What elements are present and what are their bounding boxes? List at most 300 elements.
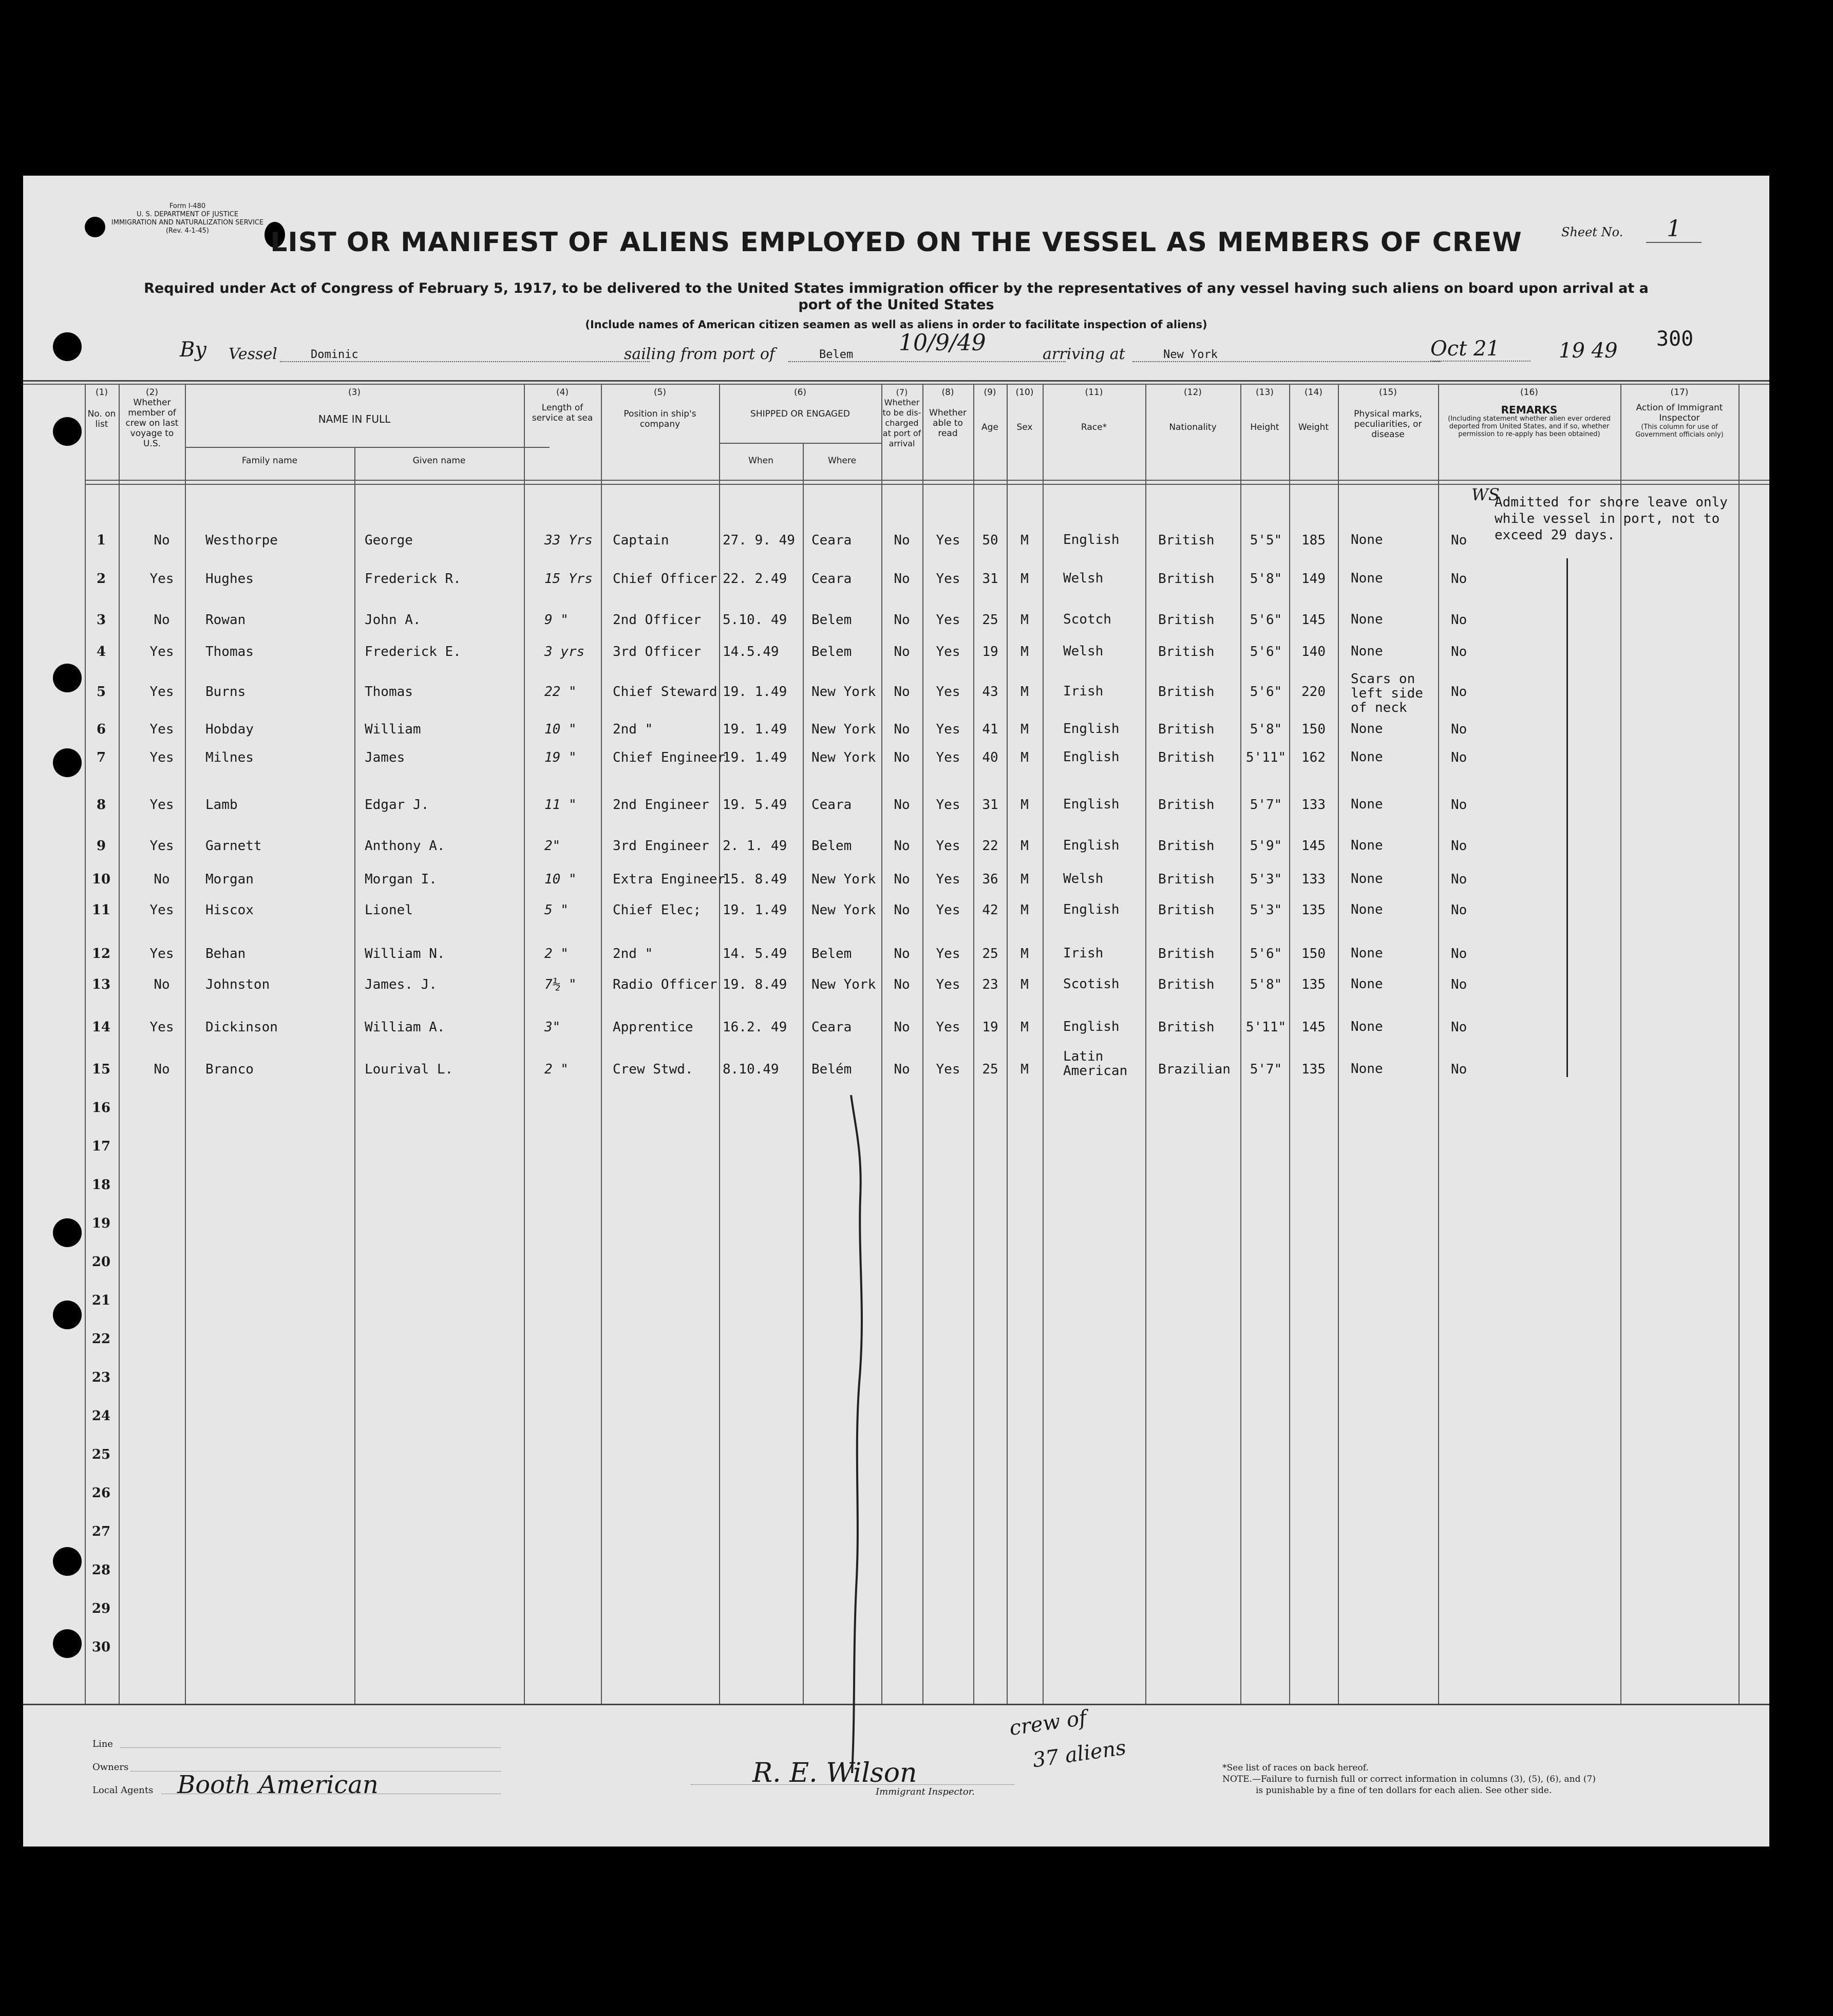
col-2-header: (2) Whether member of crew on last voyage to U.S. bbox=[125, 387, 179, 449]
cell-weight: 135 bbox=[1301, 977, 1326, 992]
row-number: 18 bbox=[91, 1177, 111, 1193]
cell-disch: No bbox=[894, 533, 910, 548]
cell-height: 5'9" bbox=[1250, 838, 1282, 854]
cell-weight: 135 bbox=[1301, 1062, 1326, 1077]
cell-where: Belem bbox=[811, 838, 852, 854]
col-12-header: (12) Nationality bbox=[1169, 387, 1217, 432]
col-13-header: (13) Height bbox=[1250, 387, 1279, 432]
cell-nat: British bbox=[1158, 684, 1215, 700]
row-number: 28 bbox=[91, 1562, 111, 1578]
line-label: Line bbox=[92, 1739, 113, 1749]
races-note: *See list of races on back hereof. bbox=[1222, 1763, 1369, 1773]
cell-remarks: No bbox=[1451, 684, 1467, 700]
cell-height: 5'6" bbox=[1250, 644, 1282, 660]
cell-sex: M bbox=[1021, 838, 1029, 854]
cell-nat: British bbox=[1158, 902, 1215, 918]
cell-age: 25 bbox=[982, 1062, 998, 1077]
col-7-header: (7) Whether to be dis- charged at port of arrival bbox=[882, 387, 921, 448]
inspector-signature: R. E. Wilson bbox=[752, 1758, 917, 1788]
cell-nat: British bbox=[1158, 977, 1215, 992]
cell-given: William N. bbox=[365, 946, 445, 962]
cell-service: 5 " bbox=[544, 902, 569, 918]
cell-service: 11 " bbox=[544, 797, 577, 813]
cell-disch: No bbox=[894, 977, 910, 992]
cell-given: Morgan I. bbox=[365, 872, 437, 887]
row-number: 12 bbox=[91, 946, 111, 962]
cell-disch: No bbox=[894, 684, 910, 700]
cell-height: 5'7" bbox=[1250, 797, 1282, 813]
cell-marks: None bbox=[1351, 902, 1383, 917]
cell-family: Milnes bbox=[205, 750, 254, 765]
subtitle: port of the United States bbox=[798, 297, 994, 313]
cell-service: 10 " bbox=[544, 872, 577, 887]
cell-read: Yes bbox=[936, 902, 960, 918]
cell-age: 25 bbox=[982, 946, 998, 962]
cell-race: English bbox=[1063, 838, 1120, 853]
cell-where: Belem bbox=[811, 644, 852, 660]
cell-given: William A. bbox=[365, 1020, 445, 1035]
cell-height: 5'8" bbox=[1250, 977, 1282, 992]
sheet-number: Sheet No. 1 bbox=[1561, 216, 1731, 242]
cell-last: Yes bbox=[149, 684, 174, 700]
cell-marks: None bbox=[1351, 838, 1383, 853]
cell-where: Ceara bbox=[811, 571, 852, 587]
cell-weight: 140 bbox=[1301, 644, 1326, 660]
cell-nat: British bbox=[1158, 946, 1215, 962]
cell-read: Yes bbox=[936, 797, 960, 813]
cell-position: 3rd Officer bbox=[613, 644, 702, 660]
row-number: 26 bbox=[91, 1485, 111, 1501]
row-number: 13 bbox=[91, 977, 111, 992]
cell-where: Belem bbox=[811, 612, 852, 628]
row-number: 27 bbox=[91, 1524, 111, 1539]
voyage-line: By Vessel Dominic sailing from port of Belem 10/9/49 arriving at New York Oct 21 19 49 bbox=[180, 330, 1618, 363]
cell-marks: None bbox=[1351, 946, 1383, 961]
cell-sex: M bbox=[1021, 533, 1029, 548]
row-number: 1 bbox=[96, 533, 106, 548]
cell-weight: 145 bbox=[1301, 612, 1326, 628]
cell-sex: M bbox=[1021, 750, 1029, 765]
cell-race: English bbox=[1063, 1019, 1120, 1034]
row-number: 6 bbox=[96, 722, 106, 737]
cell-read: Yes bbox=[936, 533, 960, 548]
cell-service: 9 " bbox=[544, 612, 569, 628]
cell-position: 2nd Engineer bbox=[613, 797, 709, 813]
cell-read: Yes bbox=[936, 977, 960, 992]
row-number: 4 bbox=[96, 644, 106, 660]
cell-position: 2nd " bbox=[613, 722, 653, 737]
cell-marks: None bbox=[1351, 976, 1383, 992]
cell-service: 33 Yrs bbox=[544, 533, 593, 548]
cell-last: No bbox=[154, 612, 170, 628]
cell-given: Frederick R. bbox=[365, 571, 461, 587]
cell-height: 5'7" bbox=[1250, 1062, 1282, 1077]
cell-last: Yes bbox=[149, 902, 174, 918]
cell-when: 15. 8.49 bbox=[723, 872, 787, 887]
row-number: 16 bbox=[91, 1100, 111, 1116]
cell-family: Burns bbox=[205, 684, 246, 700]
remarks-stamp: Admitted for shore leave only while vessel in port, not to exceed 29 days. bbox=[1495, 495, 1728, 543]
subtitle: Required under Act of Congress of February 5, 1917, to be delivered to the United States immigration officer by the representatives of any vessel having such aliens on board upon arrival at a bbox=[144, 280, 1649, 296]
cell-race: English bbox=[1063, 532, 1120, 548]
cell-weight: 185 bbox=[1301, 533, 1326, 548]
cell-remarks: No bbox=[1451, 872, 1467, 887]
col-10-header: (10) Sex bbox=[1015, 387, 1034, 432]
cell-family: Rowan bbox=[205, 612, 246, 628]
cell-marks: None bbox=[1351, 612, 1383, 627]
cell-service: 15 Yrs bbox=[544, 571, 593, 587]
binder-hole bbox=[53, 664, 82, 692]
cell-where: Ceara bbox=[811, 533, 852, 548]
cell-race: Welsh bbox=[1063, 644, 1104, 659]
cell-sex: M bbox=[1021, 612, 1029, 628]
cell-disch: No bbox=[894, 644, 910, 660]
cell-age: 31 bbox=[982, 797, 998, 813]
cell-race: English bbox=[1063, 902, 1120, 917]
cell-sex: M bbox=[1021, 1020, 1029, 1035]
cell-nat: British bbox=[1158, 533, 1215, 548]
cell-height: 5'11" bbox=[1245, 1020, 1287, 1035]
cell-position: Chief Officer bbox=[613, 571, 717, 587]
cell-given: Anthony A. bbox=[365, 838, 445, 854]
cell-last: Yes bbox=[149, 1020, 174, 1035]
col-3a-header: Family name bbox=[241, 456, 298, 466]
cell-last: No bbox=[154, 977, 170, 992]
cell-age: 19 bbox=[982, 644, 998, 660]
inspector-label: Immigrant Inspector. bbox=[876, 1786, 975, 1797]
cell-read: Yes bbox=[936, 644, 960, 660]
cell-last: No bbox=[154, 1062, 170, 1077]
cell-marks: None bbox=[1351, 532, 1383, 548]
cell-height: 5'11" bbox=[1245, 750, 1287, 765]
cell-nat: British bbox=[1158, 797, 1215, 813]
cell-when: 27. 9. 49 bbox=[723, 533, 795, 548]
cell-disch: No bbox=[894, 838, 910, 854]
cell-remarks: No bbox=[1451, 946, 1467, 962]
cell-where: Belém bbox=[811, 1062, 852, 1077]
cell-race: Latin American bbox=[1063, 1049, 1128, 1079]
cell-disch: No bbox=[894, 902, 910, 918]
cell-where: Ceara bbox=[811, 1020, 852, 1035]
cell-where: New York bbox=[811, 684, 876, 700]
col-8-header: (8) Whether able to read bbox=[929, 387, 967, 439]
cell-disch: No bbox=[894, 1020, 910, 1035]
row-number: 24 bbox=[91, 1408, 111, 1424]
cell-given: James bbox=[365, 750, 405, 765]
cell-where: New York bbox=[811, 872, 876, 887]
row-number: 11 bbox=[91, 902, 111, 918]
cell-position: Chief Engineer bbox=[613, 750, 726, 765]
cell-height: 5'3" bbox=[1250, 872, 1282, 887]
cell-weight: 149 bbox=[1301, 571, 1326, 587]
cell-remarks: No bbox=[1451, 644, 1467, 660]
cell-when: 16.2. 49 bbox=[723, 1020, 787, 1035]
cell-sex: M bbox=[1021, 722, 1029, 737]
cell-service: 10 " bbox=[544, 722, 577, 737]
cell-disch: No bbox=[894, 797, 910, 813]
cell-race: Irish bbox=[1063, 946, 1104, 961]
cell-remarks: No bbox=[1451, 1020, 1467, 1035]
cell-race: Scotish bbox=[1063, 976, 1120, 992]
cell-sex: M bbox=[1021, 797, 1029, 813]
col-14-header: (14) Weight bbox=[1298, 387, 1329, 432]
cell-read: Yes bbox=[936, 838, 960, 854]
cell-disch: No bbox=[894, 612, 910, 628]
row-number: 23 bbox=[91, 1370, 111, 1385]
cell-age: 40 bbox=[982, 750, 998, 765]
cell-last: Yes bbox=[149, 946, 174, 962]
cell-race: English bbox=[1063, 721, 1120, 737]
cell-marks: None bbox=[1351, 797, 1383, 812]
cell-age: 31 bbox=[982, 571, 998, 587]
cell-position: Radio Officer bbox=[613, 977, 717, 992]
cell-service: 3 yrs bbox=[544, 644, 585, 660]
row-number: 14 bbox=[91, 1020, 111, 1035]
cell-age: 36 bbox=[982, 872, 998, 887]
col-16-header: (16) REMARKS (Including statement whether alien ever ordered deported from United States, and if so, whether permission to re-apply has been obtained) bbox=[1448, 387, 1611, 438]
cell-last: Yes bbox=[149, 797, 174, 813]
cell-remarks: No bbox=[1451, 750, 1467, 765]
cell-given: Thomas bbox=[365, 684, 413, 700]
cell-marks: None bbox=[1351, 1019, 1383, 1034]
row-number: 19 bbox=[91, 1216, 111, 1231]
cell-disch: No bbox=[894, 750, 910, 765]
binder-hole bbox=[53, 332, 82, 361]
cell-when: 19. 1.49 bbox=[723, 684, 787, 700]
cell-service: 7½ " bbox=[544, 977, 577, 992]
cell-disch: No bbox=[894, 1062, 910, 1077]
cell-where: New York bbox=[811, 977, 876, 992]
col-17-header: (17) Action of Immigrant Inspector (This column for use of Government officials only) bbox=[1635, 387, 1724, 439]
cell-race: English bbox=[1063, 797, 1120, 812]
cell-read: Yes bbox=[936, 872, 960, 887]
cell-position: Extra Engineer bbox=[613, 872, 726, 887]
cell-where: New York bbox=[811, 750, 876, 765]
cell-service: 2 " bbox=[544, 1062, 569, 1077]
cell-nat: Brazilian bbox=[1158, 1062, 1231, 1077]
cell-weight: 135 bbox=[1301, 902, 1326, 918]
cell-marks: Scars on left side of neck bbox=[1351, 671, 1423, 715]
cell-remarks: No bbox=[1451, 797, 1467, 813]
cell-sex: M bbox=[1021, 902, 1029, 918]
crew-note: crew of bbox=[1008, 1706, 1088, 1741]
cell-race: Welsh bbox=[1063, 571, 1104, 586]
cell-last: No bbox=[154, 872, 170, 887]
cell-age: 25 bbox=[982, 612, 998, 628]
cell-family: Thomas bbox=[205, 644, 254, 660]
row-number: 9 bbox=[96, 838, 106, 854]
agents-label: Local Agents bbox=[92, 1785, 154, 1796]
cell-when: 22. 2.49 bbox=[723, 571, 787, 587]
cell-remarks: No bbox=[1451, 571, 1467, 587]
cell-weight: 145 bbox=[1301, 838, 1326, 854]
cell-marks: None bbox=[1351, 571, 1383, 586]
cell-sex: M bbox=[1021, 1062, 1029, 1077]
cell-height: 5'8" bbox=[1250, 571, 1282, 587]
cell-remarks: No bbox=[1451, 722, 1467, 737]
cell-position: Apprentice bbox=[613, 1020, 693, 1035]
cell-last: Yes bbox=[149, 722, 174, 737]
cell-family: Behan bbox=[205, 946, 246, 962]
cell-sex: M bbox=[1021, 571, 1029, 587]
cell-last: Yes bbox=[149, 644, 174, 660]
cell-sex: M bbox=[1021, 946, 1029, 962]
row-number: 10 bbox=[91, 872, 111, 887]
cell-remarks: No bbox=[1451, 1062, 1467, 1077]
cell-age: 41 bbox=[982, 722, 998, 737]
col-9-header: (9) Age bbox=[981, 387, 998, 432]
cell-family: Hughes bbox=[205, 571, 254, 587]
cell-last: Yes bbox=[149, 571, 174, 587]
row-number: 5 bbox=[96, 684, 106, 700]
binder-hole bbox=[53, 1218, 82, 1247]
row-number: 29 bbox=[91, 1601, 111, 1616]
cell-disch: No bbox=[894, 571, 910, 587]
row-number: 3 bbox=[96, 612, 106, 628]
cell-height: 5'8" bbox=[1250, 722, 1282, 737]
cell-where: Belem bbox=[811, 946, 852, 962]
cell-given: George bbox=[365, 533, 413, 548]
cell-position: 3rd Engineer bbox=[613, 838, 709, 854]
col-3b-header: Given name bbox=[412, 456, 466, 466]
col-6-header: (6) SHIPPED OR ENGAGED bbox=[750, 387, 850, 419]
penalty-note: NOTE.—Failure to furnish full or correct information in columns (3), (5), (6), and (7) bbox=[1222, 1774, 1596, 1784]
cell-read: Yes bbox=[936, 750, 960, 765]
cell-remarks: No bbox=[1451, 533, 1467, 548]
cell-read: Yes bbox=[936, 571, 960, 587]
page-stamp: 300 bbox=[1656, 327, 1694, 351]
cell-weight: 145 bbox=[1301, 1020, 1326, 1035]
row-number: 20 bbox=[91, 1254, 111, 1270]
cell-marks: None bbox=[1351, 749, 1383, 765]
cell-read: Yes bbox=[936, 684, 960, 700]
cell-read: Yes bbox=[936, 722, 960, 737]
cell-age: 19 bbox=[982, 1020, 998, 1035]
cell-nat: British bbox=[1158, 571, 1215, 587]
col-6b-header: Where bbox=[827, 456, 857, 466]
col-4-header: (4) Length of service at sea bbox=[532, 387, 593, 423]
owners-label: Owners bbox=[92, 1762, 129, 1773]
cell-when: 5.10. 49 bbox=[723, 612, 787, 628]
form-id: Form I-480 U. S. DEPARTMENT OF JUSTICE IMMIGRATION AND NATURALIZATION SERVICE (Rev. 4-1-45) bbox=[111, 202, 264, 235]
cell-where: Ceara bbox=[811, 797, 852, 813]
cell-nat: British bbox=[1158, 750, 1215, 765]
cell-nat: British bbox=[1158, 838, 1215, 854]
cell-age: 50 bbox=[982, 533, 998, 548]
row-number: 17 bbox=[91, 1139, 111, 1154]
cell-age: 22 bbox=[982, 838, 998, 854]
col-15-header: (15) Physical marks, peculiarities, or disease bbox=[1354, 387, 1422, 440]
cell-when: 14.5.49 bbox=[723, 644, 779, 660]
cell-when: 19. 5.49 bbox=[723, 797, 787, 813]
manifest-sheet bbox=[23, 176, 1769, 1847]
cell-position: Captain bbox=[613, 533, 669, 548]
cell-when: 19. 8.49 bbox=[723, 977, 787, 992]
cell-when: 19. 1.49 bbox=[723, 750, 787, 765]
cell-family: Dickinson bbox=[205, 1020, 278, 1035]
cell-age: 42 bbox=[982, 902, 998, 918]
cell-given: William bbox=[365, 722, 421, 737]
binder-hole bbox=[53, 1301, 82, 1329]
cell-last: Yes bbox=[149, 750, 174, 765]
cell-family: Garnett bbox=[205, 838, 262, 854]
cell-read: Yes bbox=[936, 1020, 960, 1035]
cell-when: 14. 5.49 bbox=[723, 946, 787, 962]
cell-where: New York bbox=[811, 722, 876, 737]
cell-sex: M bbox=[1021, 977, 1029, 992]
cell-family: Lamb bbox=[205, 797, 238, 813]
cell-sex: M bbox=[1021, 684, 1029, 700]
cell-given: Lionel bbox=[365, 902, 413, 918]
penalty-note: is punishable by a fine of ten dollars for each alien. See other side. bbox=[1256, 1785, 1552, 1796]
cell-weight: 150 bbox=[1301, 946, 1326, 962]
cell-nat: British bbox=[1158, 1020, 1215, 1035]
stamp-initials: WS bbox=[1471, 485, 1500, 504]
cell-nat: British bbox=[1158, 612, 1215, 628]
cell-service: 2 " bbox=[544, 946, 569, 962]
cell-height: 5'5" bbox=[1250, 533, 1282, 548]
page-title: LIST OR MANIFEST OF ALIENS EMPLOYED ON THE VESSEL AS MEMBERS OF CREW bbox=[270, 227, 1522, 258]
cell-height: 5'6" bbox=[1250, 946, 1282, 962]
cell-when: 19. 1.49 bbox=[723, 902, 787, 918]
cell-height: 5'3" bbox=[1250, 902, 1282, 918]
col-3-header: (3) NAME IN FULL bbox=[318, 387, 391, 425]
crew-note: 37 aliens bbox=[1031, 1736, 1128, 1773]
local-agents: Booth American bbox=[177, 1770, 379, 1799]
cell-weight: 220 bbox=[1301, 684, 1326, 700]
subtitle-note: (Include names of American citizen seamen as well as aliens in order to facilitate inspection of aliens) bbox=[585, 318, 1207, 331]
cell-family: Johnston bbox=[205, 977, 270, 992]
cell-race: Irish bbox=[1063, 684, 1104, 699]
cell-disch: No bbox=[894, 872, 910, 887]
col-11-header: (11) Race* bbox=[1081, 387, 1107, 432]
cell-marks: None bbox=[1351, 644, 1383, 659]
cell-weight: 133 bbox=[1301, 872, 1326, 887]
cell-given: James. J. bbox=[365, 977, 437, 992]
cell-position: Chief Elec; bbox=[613, 902, 702, 918]
row-number: 8 bbox=[96, 797, 106, 813]
remarks-ditto-line bbox=[1566, 558, 1568, 1077]
cell-when: 8.10.49 bbox=[723, 1062, 779, 1077]
cell-weight: 150 bbox=[1301, 722, 1326, 737]
cell-marks: None bbox=[1351, 871, 1383, 887]
cell-nat: British bbox=[1158, 722, 1215, 737]
cell-sex: M bbox=[1021, 644, 1029, 660]
cell-when: 19. 1.49 bbox=[723, 722, 787, 737]
cell-weight: 162 bbox=[1301, 750, 1326, 765]
cell-disch: No bbox=[894, 722, 910, 737]
cell-service: 2" bbox=[544, 838, 561, 854]
cell-position: 2nd " bbox=[613, 946, 653, 962]
cell-remarks: No bbox=[1451, 977, 1467, 992]
row-number: 21 bbox=[91, 1293, 111, 1308]
cell-given: Lourival L. bbox=[365, 1062, 453, 1077]
cell-given: John A. bbox=[365, 612, 421, 628]
binder-hole bbox=[53, 1547, 82, 1576]
cell-race: Scotch bbox=[1063, 612, 1111, 627]
cell-age: 43 bbox=[982, 684, 998, 700]
row-number: 2 bbox=[96, 571, 106, 587]
cell-family: Hobday bbox=[205, 722, 254, 737]
cell-family: Branco bbox=[205, 1062, 254, 1077]
cell-last: Yes bbox=[149, 838, 174, 854]
cell-when: 2. 1. 49 bbox=[723, 838, 787, 854]
cell-last: No bbox=[154, 533, 170, 548]
cell-family: Hiscox bbox=[205, 902, 254, 918]
row-number: 15 bbox=[91, 1062, 111, 1077]
cell-height: 5'6" bbox=[1250, 684, 1282, 700]
cell-age: 23 bbox=[982, 977, 998, 992]
